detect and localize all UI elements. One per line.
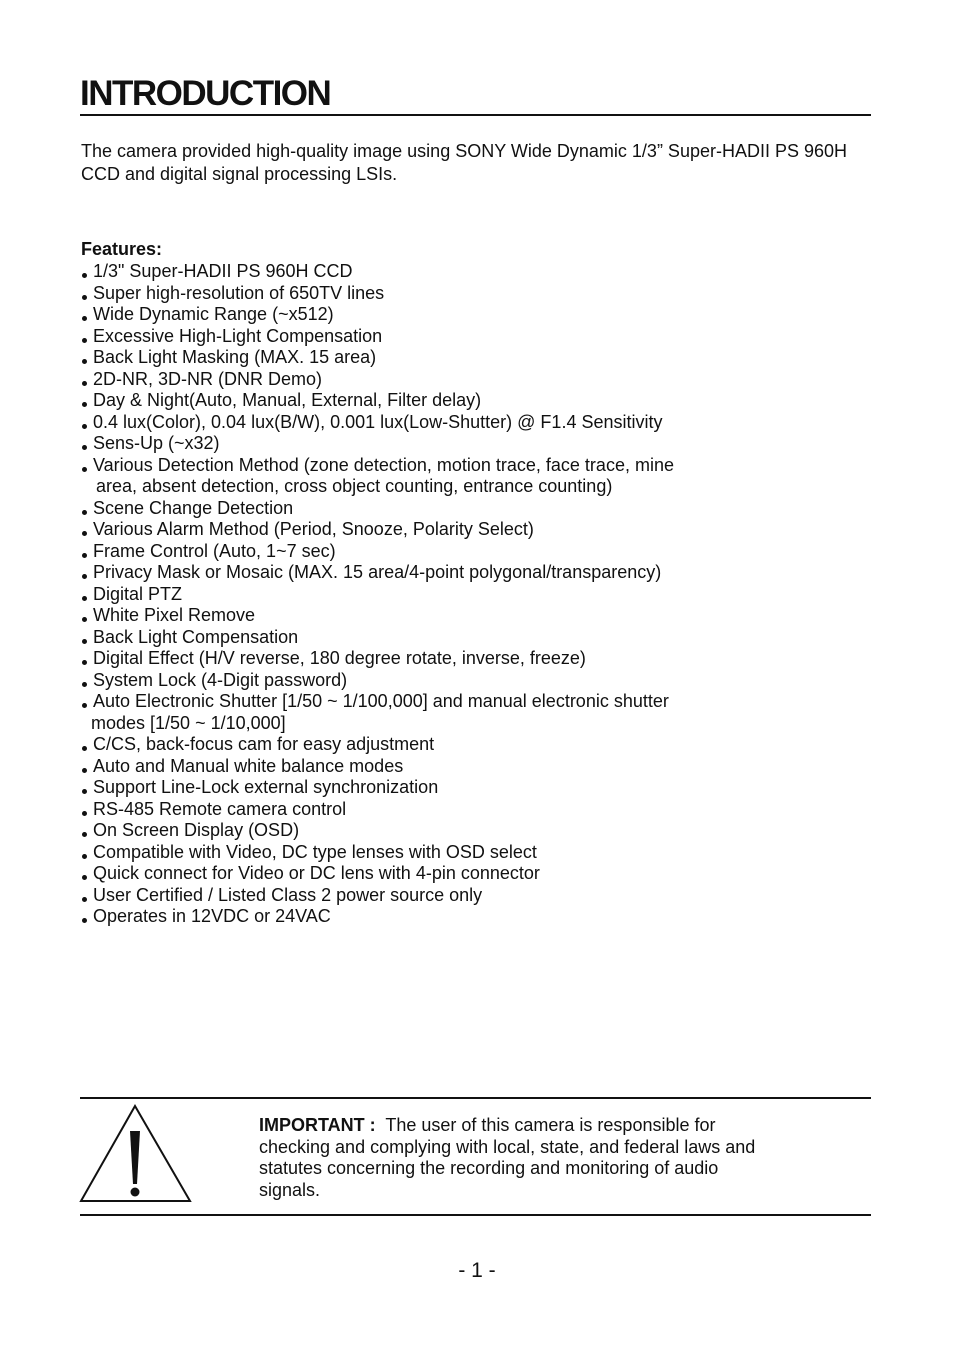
feature-item — [81, 261, 674, 283]
feature-text: User Certified / Listed Class 2 power source only — [93, 884, 483, 905]
page-title: INTRODUCTION — [80, 74, 331, 113]
feature-item — [81, 283, 674, 305]
feature-item — [81, 412, 674, 434]
important-notice — [259, 1115, 779, 1201]
feature-item — [81, 734, 674, 756]
feature-text: Frame Control (Auto, 1~7 sec) — [93, 540, 336, 561]
feature-item — [81, 777, 674, 799]
feature-text: Privacy Mask or Mosaic (MAX. 15 area/4-point polygonal/transparency) — [93, 562, 662, 582]
feature-text: 2D-NR, 3D-NR (DNR Demo) — [93, 368, 323, 389]
feature-item — [81, 691, 674, 734]
feature-item — [81, 433, 674, 455]
feature-item — [81, 863, 674, 885]
feature-item — [81, 390, 674, 412]
feature-item — [81, 369, 674, 391]
feature-text: Digital PTZ — [93, 583, 183, 604]
feature-item — [81, 906, 674, 928]
feature-item — [81, 842, 674, 864]
feature-item — [81, 670, 674, 692]
feature-item — [81, 519, 674, 541]
feature-text: On Screen Display (OSD) — [93, 820, 300, 840]
important-label: IMPORTANT : — [259, 1115, 376, 1135]
feature-text: Support Line-Lock external synchronization — [93, 777, 439, 797]
intro-paragraph: The camera provided high-quality image using SONY Wide Dynamic 1/3” Super-HADII PS 960H CCD and digital signal processing LSIs. — [81, 141, 848, 184]
feature-item — [81, 498, 674, 520]
feature-text: White Pixel Remove — [93, 605, 256, 625]
feature-item — [81, 756, 674, 778]
feature-item — [81, 885, 674, 907]
page-number: - 1 - — [458, 1259, 496, 1282]
feature-item — [81, 799, 674, 821]
feature-item — [81, 648, 674, 670]
feature-text-continuation: area, absent detection, cross object counting, entrance counting) — [96, 476, 613, 496]
features-list — [81, 261, 674, 928]
feature-text: Auto Electronic Shutter [1/50 ~ 1/100,000] and manual electronic shutter — [93, 691, 669, 711]
feature-text: Digital Effect (H/V reverse, 180 degree rotate, inverse, freeze) — [93, 648, 586, 668]
feature-text: 1/3" Super-HADII PS 960H CCD — [93, 261, 353, 281]
feature-text: Auto and Manual white balance modes — [93, 755, 404, 776]
feature-text: 0.4 lux(Color), 0.04 lux(B/W), 0.001 lux(Low-Shutter) @ F1.4 Sensitivity — [93, 411, 663, 432]
feature-item — [81, 820, 674, 842]
feature-text: Various Alarm Method (Period, Snooze, Polarity Select) — [93, 519, 534, 539]
warning-triangle-icon — [79, 1104, 193, 1204]
feature-text: Back Light Compensation — [93, 626, 299, 647]
feature-item — [81, 562, 674, 584]
features-heading: Features: — [81, 239, 163, 259]
feature-text: Sens-Up (~x32) — [93, 433, 220, 453]
feature-text: Scene Change Detection — [93, 497, 294, 518]
notice-bottom-divider — [80, 1214, 871, 1216]
feature-text: Quick connect for Video or DC lens with 4-pin connector — [93, 863, 540, 883]
feature-text: Excessive High-Light Compensation — [93, 325, 383, 346]
feature-text: System Lock (4-Digit password) — [93, 669, 348, 690]
feature-text: Back Light Masking (MAX. 15 area) — [93, 347, 377, 367]
feature-text: Operates in 12VDC or 24VAC — [93, 906, 331, 926]
feature-item — [81, 627, 674, 649]
feature-text: Compatible with Video, DC type lenses with OSD select — [93, 841, 537, 862]
notice-top-divider — [80, 1097, 871, 1099]
feature-item — [81, 347, 674, 369]
feature-text: Super high-resolution of 650TV lines — [93, 282, 385, 303]
feature-text: RS-485 Remote camera control — [93, 798, 347, 819]
feature-item — [81, 541, 674, 563]
feature-item — [81, 584, 674, 606]
feature-text: Day & Night(Auto, Manual, External, Filter delay) — [93, 390, 482, 410]
feature-item — [81, 326, 674, 348]
important-notice-text: The user of this camera is responsible for checking and complying with local, state, and federal laws and statutes concerning the recording and monitoring of audio signals. — [259, 1115, 756, 1200]
feature-text: C/CS, back-focus cam for easy adjustment — [93, 734, 435, 754]
feature-item — [81, 304, 674, 326]
title-divider — [80, 114, 871, 116]
feature-text: Various Detection Method (zone detection, motion trace, face trace, mine — [93, 454, 674, 475]
feature-text-continuation: modes [1/50 ~ 1/10,000] — [91, 712, 286, 733]
feature-item — [81, 605, 674, 627]
feature-text: Wide Dynamic Range (~x512) — [93, 304, 334, 324]
feature-item — [81, 455, 674, 498]
